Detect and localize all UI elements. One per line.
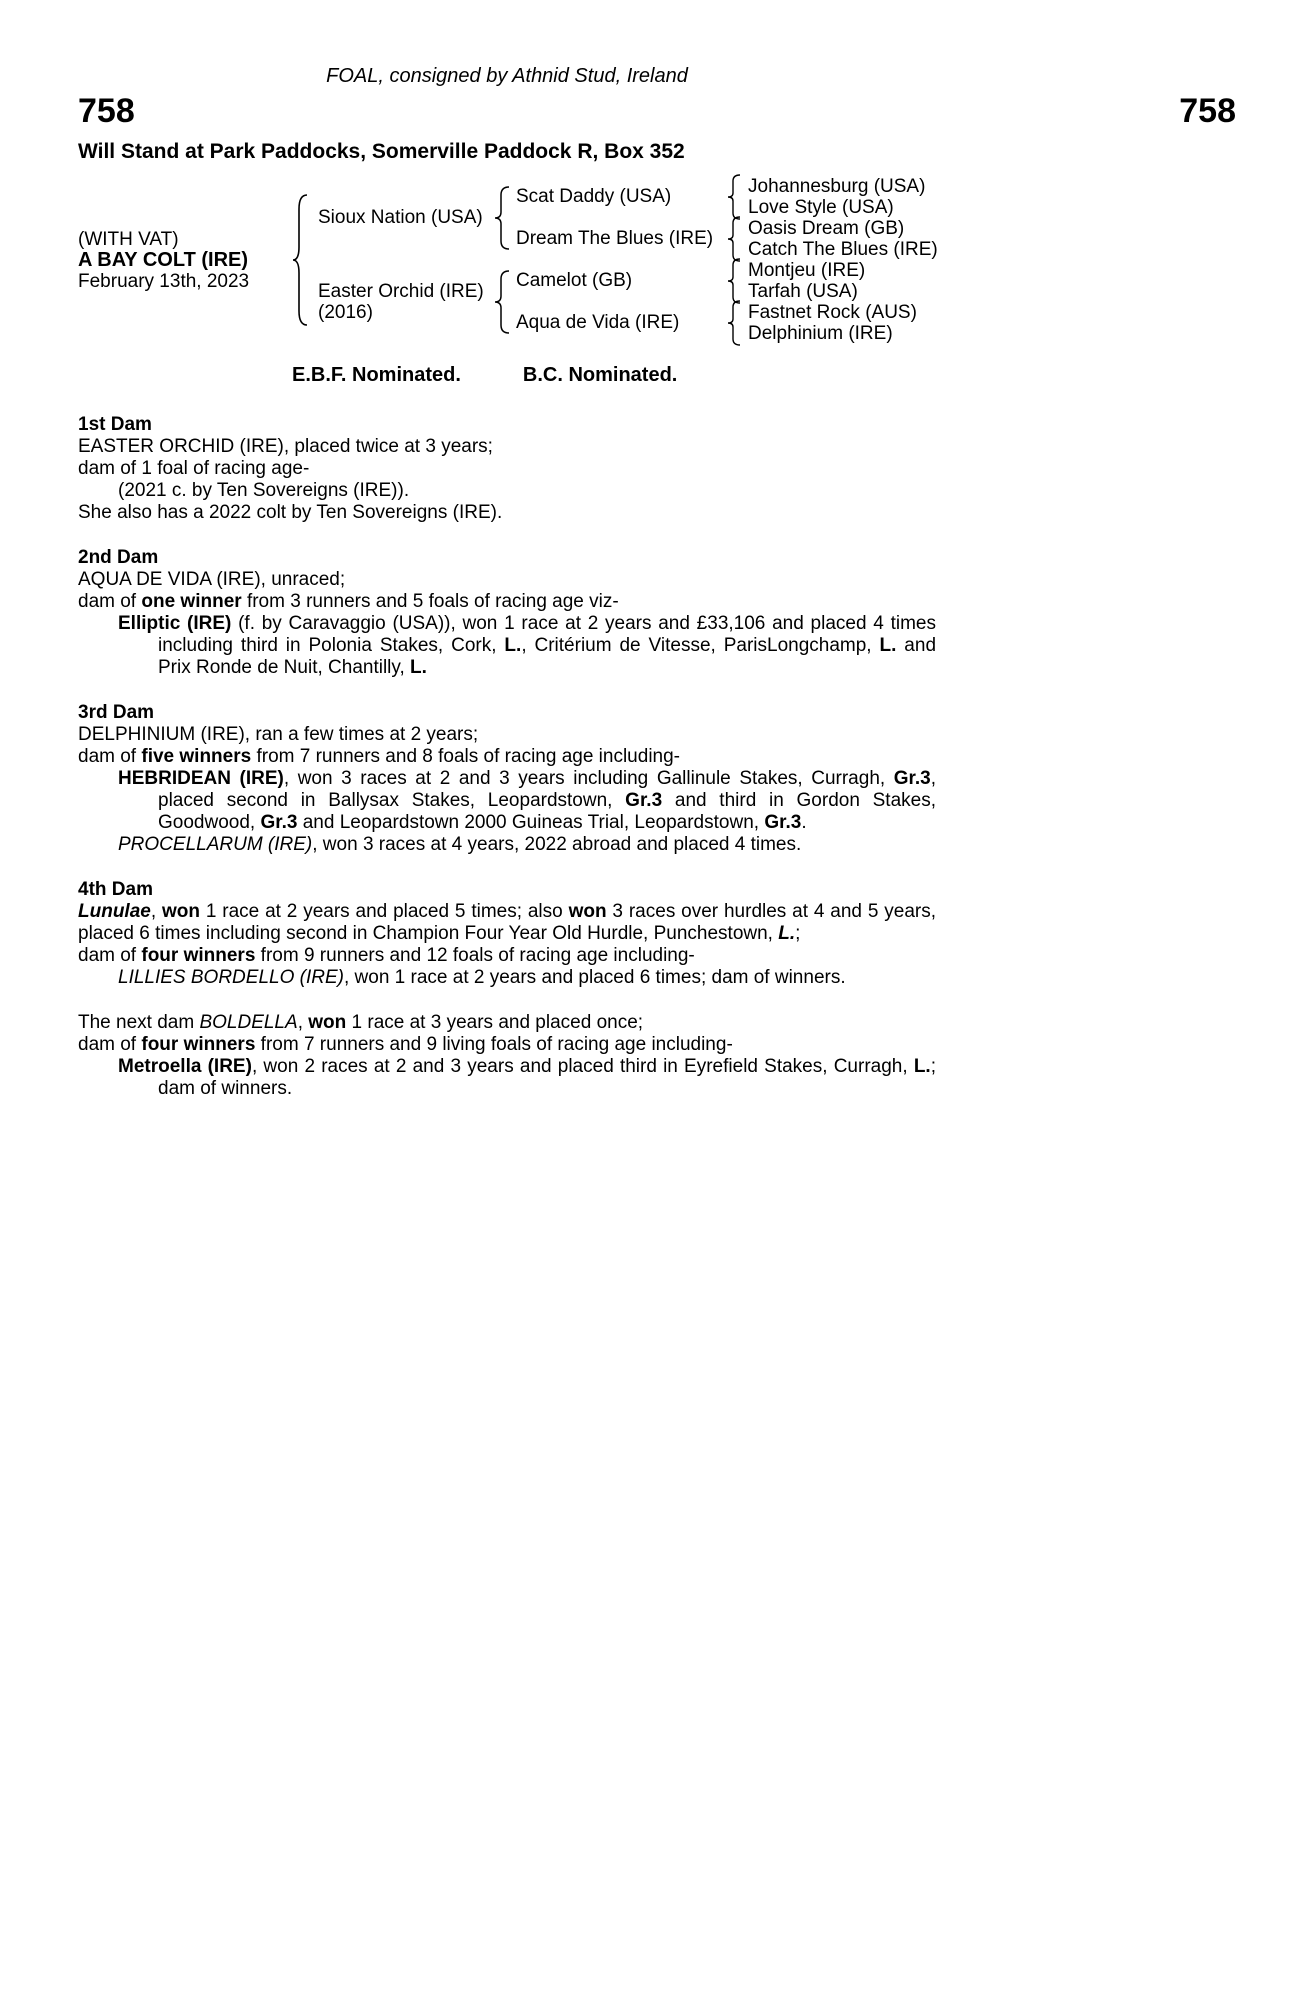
lot-number-row — [0, 88, 1314, 128]
ancestor-sire-sire-sire: Johannesburg (USA) — [748, 176, 926, 197]
produce-line: Elliptic (IRE) (f. by Caravaggio (USA)), won 1 race at 2 years and £33,106 and placed 4 times including third in Polonia Stakes, Cork, L., Critérium de Vitesse, ParisLongchamp, L. and Prix Ronde de Nuit, Chantilly, L. — [118, 613, 937, 678]
dam-line: dam of five winners from 7 runners and 8 foals of racing age including- — [78, 746, 681, 767]
ancestor-dam-dam-sire: Fastnet Rock (AUS) — [748, 302, 917, 323]
produce-line: Metroella (IRE), won 2 races at 2 and 3 years and placed third in Eyrefield Stakes, Curragh, L.; dam of winners. — [118, 1056, 936, 1099]
pedigree-brace-g3-3 — [727, 258, 741, 304]
dam-line: DELPHINIUM (IRE), ran a few times at 2 years; — [78, 724, 479, 745]
section-heading: 1st Dam — [78, 414, 152, 435]
nominations-row — [292, 364, 1314, 387]
pedigree-brace-dam — [494, 270, 510, 334]
foal-date: February 13th, 2023 — [78, 271, 250, 292]
produce-line: LILLIES BORDELLO (IRE), won 1 race at 2 years and placed 6 times; dam of winners. — [118, 967, 846, 988]
dam-line: dam of 1 foal of racing age- — [78, 458, 310, 479]
ancestor-sire-sire-dam: Love Style (USA) — [748, 197, 894, 218]
colt-name: A BAY COLT (IRE) — [78, 249, 249, 271]
colt-block — [78, 229, 249, 292]
pedigree-brace-g3-1 — [727, 174, 741, 220]
dam-line: dam of four winners from 9 runners and 12 foals of racing age including- — [78, 945, 695, 966]
section-heading: 2nd Dam — [78, 547, 159, 568]
pedigree-text — [78, 414, 936, 1100]
pedigree-brace-g3-2 — [727, 216, 741, 262]
section-1st-dam — [78, 414, 936, 524]
section-heading: 3rd Dam — [78, 702, 155, 723]
dam-line: The next dam BOLDELLA, won 1 race at 3 years and placed once; — [78, 1012, 644, 1033]
produce-line: PROCELLARUM (IRE), won 3 races at 4 years, 2022 abroad and placed 4 times. — [118, 834, 802, 855]
pedigree-brace-g3-4 — [727, 300, 741, 346]
ancestor-dam-dam-dam: Delphinium (IRE) — [748, 323, 893, 344]
dam-line: EASTER ORCHID (IRE), placed twice at 3 years; — [78, 436, 493, 457]
dam-line: She also has a 2022 colt by Ten Sovereigns (IRE). — [78, 502, 503, 523]
ancestor-sire-dam-sire: Oasis Dream (GB) — [748, 218, 905, 239]
bc-nominated: B.C. Nominated. — [522, 364, 678, 386]
consignor-line: FOAL, consigned by Athnid Stud, Ireland — [326, 65, 688, 87]
dam-line: dam of four winners from 7 runners and 9 living foals of racing age including- — [78, 1034, 733, 1055]
dam-year: (2016) — [318, 302, 373, 323]
section-heading: 4th Dam — [78, 879, 153, 900]
dam-sire-name: Camelot (GB) — [516, 270, 633, 291]
dam-line: dam of one winner from 3 runners and 5 foals of racing age viz- — [78, 591, 619, 612]
ebf-nominated: E.B.F. Nominated. — [292, 364, 461, 386]
dam-name-block — [318, 281, 484, 323]
pedigree-brace-main — [292, 194, 308, 326]
dam-name: Easter Orchid (IRE) — [318, 281, 484, 302]
sire-dam-name: Dream The Blues (IRE) — [516, 228, 714, 249]
sire-sire-name: Scat Daddy (USA) — [516, 186, 672, 207]
section-next-dam — [78, 1012, 936, 1100]
pedigree-table — [0, 172, 1314, 354]
section-4th-dam — [78, 879, 936, 989]
section-3rd-dam — [78, 702, 936, 856]
ancestor-dam-sire-sire: Montjeu (IRE) — [748, 260, 866, 281]
ancestor-sire-dam-dam: Catch The Blues (IRE) — [748, 239, 938, 260]
section-2nd-dam — [78, 547, 936, 679]
dam-line: AQUA DE VIDA (IRE), unraced; — [78, 569, 346, 590]
lot-number-left: 758 — [78, 92, 135, 130]
stand-line: Will Stand at Park Paddocks, Somerville Paddock R, Box 352 — [78, 140, 685, 163]
dam-line: Lunulae, won 1 race at 2 years and placed 5 times; also won 3 races over hurdles at 4 and 5 years, placed 6 times including second in Champion Four Year Old Hurdle, Punchestown, L.; — [78, 901, 936, 944]
dam-dam-name: Aqua de Vida (IRE) — [516, 312, 680, 333]
ancestor-dam-sire-dam: Tarfah (USA) — [748, 281, 858, 302]
lot-number-right: 758 — [1179, 92, 1236, 130]
pedigree-brace-sire — [494, 186, 510, 250]
sire-name: Sioux Nation (USA) — [318, 207, 483, 228]
produce-line: (2021 c. by Ten Sovereigns (IRE)). — [118, 480, 410, 501]
vat-note: (WITH VAT) — [78, 229, 179, 250]
produce-line: HEBRIDEAN (IRE), won 3 races at 2 and 3 years including Gallinule Stakes, Curragh, Gr.3, placed second in Ballysax Stakes, Leopardstown, Gr.3 and third in Gordon Stakes, Goodwood, Gr.3 and Leopardstown 2000 Guineas Trial, Leopardstown, Gr.3. — [118, 768, 936, 833]
